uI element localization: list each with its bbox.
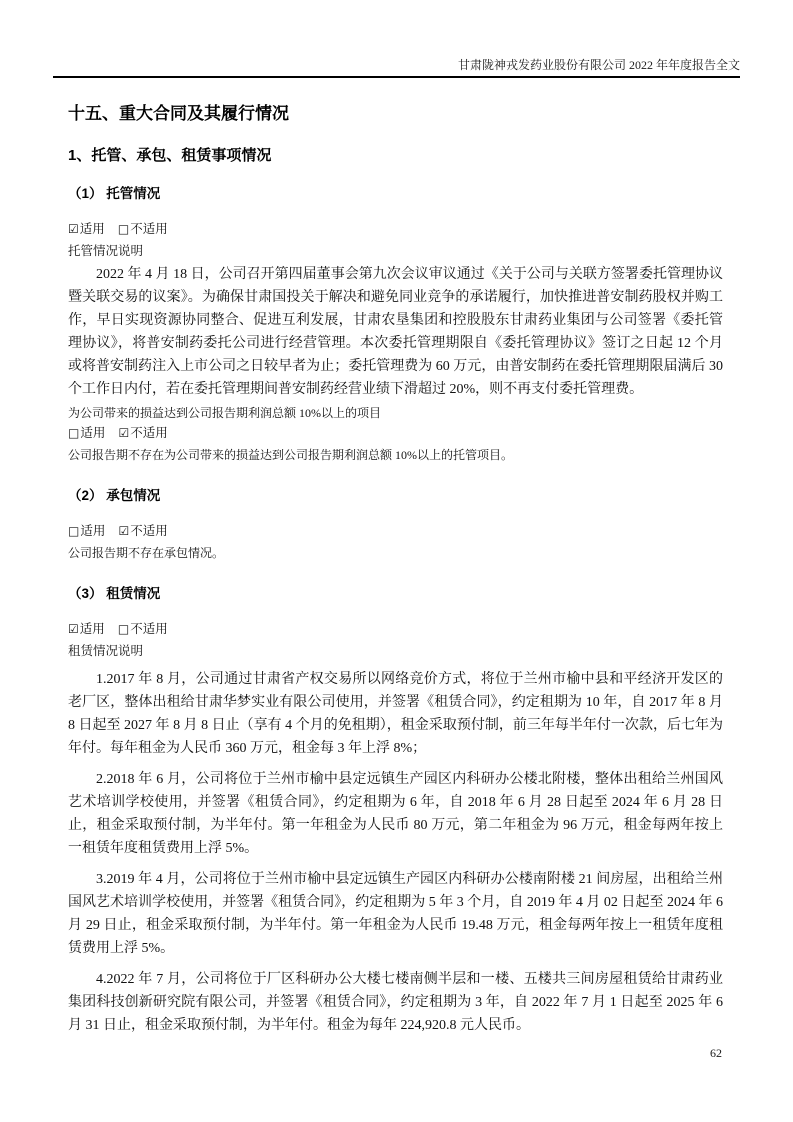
checkbox-checked-icon: ☑ [68,222,79,236]
leasing-paragraph-2: 2.2018 年 6 月，公司将位于兰州市榆中县定远镇生产园区内科研办公楼北附楼，整体出租给兰州国风艺术培训学校使用，并签署《租赁合同》，约定租期为 6 年，自 2018 年 6 月 28 日起至 2024 年 6 月 28 日止，租金采取预付制，为半年付。第一年租金为人民币 80 万元，第二年租金为 96 万元，租金每两年按上一租赁年度租赁费用上浮 5%。 [68,772,723,856]
checkbox-checked-icon: ☑ [68,622,79,636]
custody-paragraph: 2022 年 4 月 18 日，公司召开第四届董事会第九次会议审议通过《关于公司与关联方签署委托管理协议暨关联交易的议案》。为确保甘肃国投关于解决和避免同业竞争的承诺履行，加快推进普安制药股权并购工作，早日实现资源协同整合、促进互利发展，甘肃农垦集团和控股股东甘肃药业集团与公司签署《委托管理协议》，将普安制药委托公司进行经营管理。本次委托管理期限自《委托管理协议》签订之日起 12 个月或将普安制药注入上市公司之日较早者为止；委托管理费为 60 万元，由普安制药在委托管理期限届满后 30 个工作日内付，若在委托管理期间普安制药经营业绩下滑超过 20%，则不再支付委托管理费。 [68,267,723,397]
applicable-label: 适用 [79,622,105,636]
contracting-applicability-row [68,523,723,540]
not-applicable-option [118,524,167,538]
custody-note-label: 托管情况说明 [68,244,144,258]
page-number: 62 [710,1046,722,1060]
applicable-option [68,524,105,538]
checkbox-checked-icon: ☑ [118,524,130,538]
page-title: 十五、重大合同及其履行情况 [68,104,289,123]
applicable-label: 适用 [80,426,106,440]
checkbox-unchecked-icon: □ [117,222,130,236]
applicable-option [68,426,105,440]
leasing-paragraph-3: 3.2019 年 4 月，公司将位于兰州市榆中县定远镇生产园区内科研办公楼南附楼 21 间房屋，出租给兰州国风艺术培训学校使用，并签署《租赁合同》，约定租期为 5 年 3 个月，自 2019 年 4 月 02 日起至 2024 年 6 月 29 日止，租金采取预付制，为半年付。第一年租金为人民币 19.48 万元，租金每两年按上一租赁年度租赁费用上浮 5%。 [68,872,723,956]
section-title: 1、托管、承包、租赁事项情况 [68,147,272,164]
checkbox-unchecked-icon: □ [68,524,80,538]
page-header [53,0,740,78]
checkbox-unchecked-icon: □ [68,426,80,440]
not-applicable-label: 不适用 [130,524,168,538]
applicable-label: 适用 [79,222,105,236]
contracting-note: 公司报告期不存在承包情况。 [68,546,225,560]
applicable-label: 适用 [80,524,106,538]
leasing-applicability-row [68,621,723,638]
heading-contracting: （2） 承包情况 [68,488,161,503]
not-applicable-option [118,622,168,636]
custody-profit-note: 公司报告期不存在为公司带来的损益达到公司报告期利润总额 10%以上的托管项目。 [68,448,513,462]
heading-leasing: （3） 租赁情况 [68,586,161,601]
leasing-paragraph-1: 1.2017 年 8 月，公司通过甘肃省产权交易所以网络竞价方式，将位于兰州市榆中县和平经济开发区的老厂区，整体出租给甘肃华梦实业有限公司使用，并签署《租赁合同》，约定租期为 10 年，自 2017 年 8 月 8 日起至 2027 年 8 月 8 日止（享有 4 个月的免租期），租金采取预付制，前三年每半年付一次款，后七年为年付。每年租金为人民币 360 万元，租金每 3 年上浮 8%； [68,672,723,756]
applicable-option [68,222,105,236]
custody-profit-applicability-row [68,425,723,442]
heading-custody: （1） 托管情况 [68,186,161,201]
page-content [0,103,793,1037]
custody-applicability-row [68,221,723,238]
report-header-title: 甘肃陇神戎发药业股份有限公司 2022 年年度报告全文 [457,58,740,72]
not-applicable-label: 不适用 [130,622,168,636]
leasing-paragraph-4: 4.2022 年 7 月，公司将位于厂区科研办公大楼七楼南侧半层和一楼、五楼共三间房屋租赁给甘肃药业集团科技创新研究院有限公司，并签署《租赁合同》，约定租期为 3 年，自 2022 年 7 月 1 日起至 2025 年 6 月 31 日止，租金采取预付制，为半年付。租金为每年 224,920.8 元人民币。 [68,972,723,1033]
not-applicable-label: 不适用 [130,426,168,440]
checkbox-checked-icon: ☑ [118,426,130,440]
custody-profit-label: 为公司带来的损益达到公司报告期利润总额 10%以上的项目 [68,406,381,420]
not-applicable-label: 不适用 [130,222,168,236]
leasing-note-label: 租赁情况说明 [68,644,144,658]
not-applicable-option [118,222,168,236]
applicable-option [68,622,105,636]
checkbox-unchecked-icon: □ [117,622,130,636]
not-applicable-option [118,426,167,440]
